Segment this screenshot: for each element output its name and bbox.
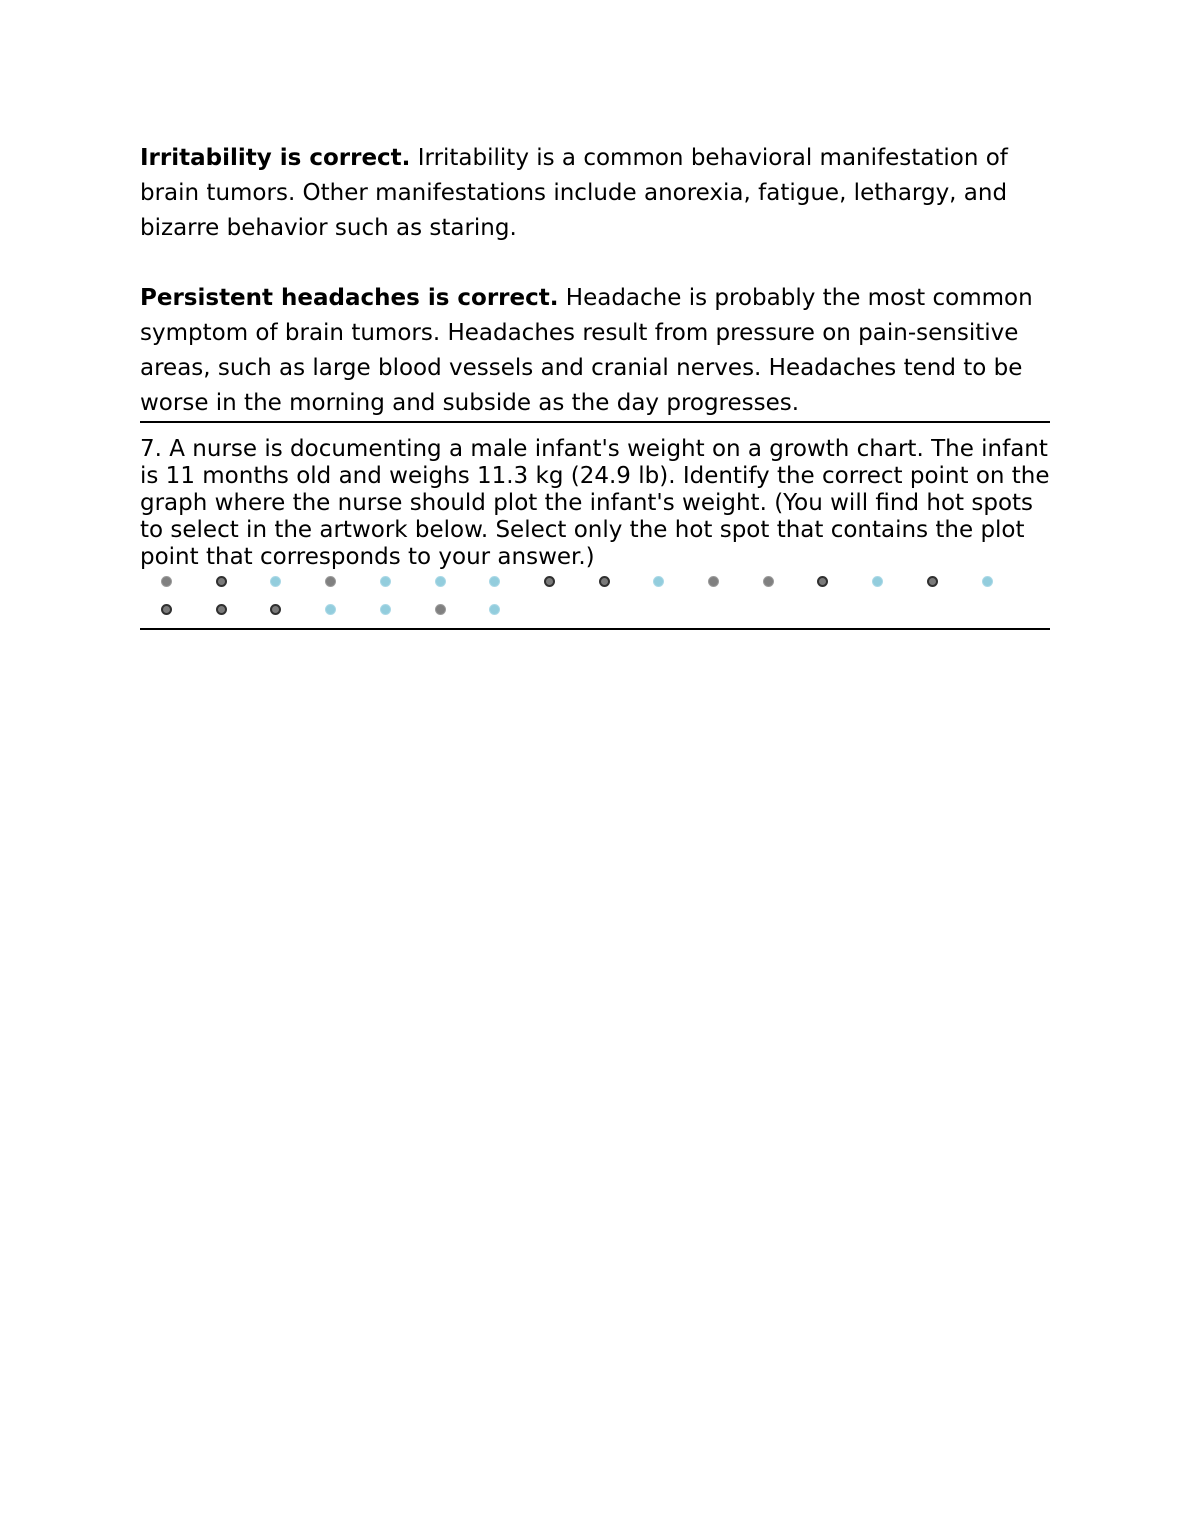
hotspot-2-2[interactable] [216,604,227,615]
question-text: 7. A nurse is documenting a male infant's weight on a growth chart. The infant is 11 months old and weighs 11.3 kg (24.9 lb). Identify the correct point on the graph where the nurse should plot the infant's weight. (You will find hot spots to select in the artwork below. Select only the hot spot that contains the plot point that corresponds to your answer.) [140,436,1050,570]
hotspot-1-15[interactable] [927,576,938,587]
hotspot-1-14[interactable] [872,576,883,587]
hotspot-2-3[interactable] [270,604,281,615]
hotspot-1-6[interactable] [435,576,446,587]
bottom-divider [140,628,1050,630]
hotspot-1-12[interactable] [763,576,774,587]
rationale-irritability [140,141,1050,246]
rationale-text: Headache is probably the most common symptom of brain tumors. Headaches result from pressure on pain-sensitive areas, such as large blood vessels and cranial nerves. Headaches tend to be worse in the morning and subside as the day progresses. [140,285,1033,416]
hotspot-2-5[interactable] [380,604,391,615]
hotspot-1-16[interactable] [982,576,993,587]
hotspot-1-4[interactable] [325,576,336,587]
hotspot-2-1[interactable] [161,604,172,615]
top-divider [140,421,1050,423]
hotspot-1-7[interactable] [489,576,500,587]
hotspot-1-13[interactable] [817,576,828,587]
hotspot-2-6[interactable] [435,604,446,615]
hotspot-1-2[interactable] [216,576,227,587]
hotspot-1-10[interactable] [653,576,664,587]
document-page [140,141,1050,630]
hotspot-1-5[interactable] [380,576,391,587]
hotspot-2-4[interactable] [325,604,336,615]
hotspot-1-11[interactable] [708,576,719,587]
hotspot-1-9[interactable] [599,576,610,587]
hotspot-2-7[interactable] [489,604,500,615]
rationale-text: Irritability is a common behavioral manifestation of brain tumors. Other manifestations include anorexia, fatigue, lethargy, and bizarre behavior such as staring. [140,145,1008,241]
hotspot-1-3[interactable] [270,576,281,587]
hotspot-1-8[interactable] [544,576,555,587]
rationale-heading: Irritability is correct. [140,145,411,171]
rationale-heading: Persistent headaches is correct. [140,285,559,311]
hotspot-1-1[interactable] [161,576,172,587]
hotspot-area [140,570,1050,628]
rationale-headaches [140,281,1050,421]
